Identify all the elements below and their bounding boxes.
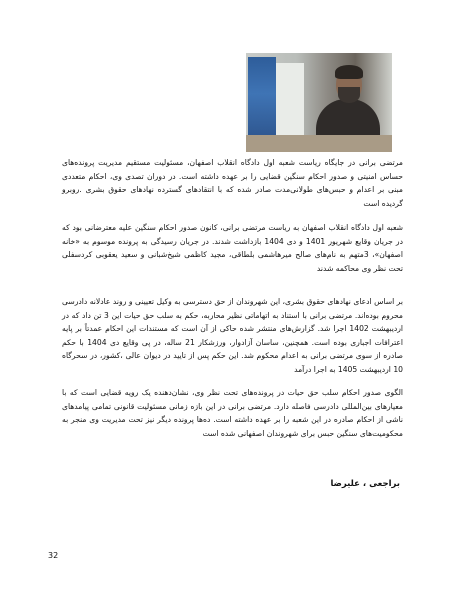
paragraph-4: الگوی صدور احکام سلب حق حیات در پرونده‌های تحت نظر وی، نشان‌دهنده یک رویه قضایی است که با معیارهای بین‌المللی دادرسی فاصله دارد. مرتضی برانی در این بازه زمانی مسئولیت قانونی تمامی پیامدهای ناشی از احکام صادره در این شعبه را بر عهده داشته است. ده‌ها پرونده دیگر نیز تحت مدیریت وی منجر به محکومیت‌های سنگین حبس برای شهروندان اصفهانی شده است [62, 388, 403, 438]
person-beard [338, 87, 360, 103]
page-number: 32 [48, 551, 59, 560]
author-name: براجعی ، علیرضا [330, 479, 400, 489]
desk [246, 135, 392, 152]
paragraph-3: بر اساس ادعای نهادهای حقوق بشری، این شهروندان از حق دسترسی به وکیل تعیینی و روند عادلانه دادرسی محروم بوده‌اند. مرتضی برانی با استناد به اتهاماتی نظیر محاربه، حکم به سلب حق حیات این 3 تن داد که در اردیبهشت 1402 اجرا شد. گزارش‌های منتشر شده حاکی از آن است که مستندات این احکام عمدتاً بر پایه اعترافات اجباری بوده است. همچنین، ساسان آزادوار، ورزشکار 21 ساله، در پی وقایع دی 1404 با حکم صادره از سوی مرتضی برانی به اعدام محکوم شد. این حکم پس از تایید در دیوان عالی ،کشور، در سحرگاه 10 اردیبهشت 1405 به اجرا درآمد [62, 297, 403, 374]
person-hair [335, 65, 363, 79]
banner-panel [276, 63, 304, 143]
paragraph-1: مرتضی برانی در جایگاه ریاست شعبه اول دادگاه انقلاب اصفهان، مسئولیت مستقیم مدیریت پرونده‌های حساس امنیتی و صدور احکام سنگین قضایی را بر عهده داشته است. در دوران تصدی وی، احکام متعددی مبنی بر اعدام و حبس‌های طولانی‌مدت صادر شده که با انتقادهای گسترده نهادهای حقوق بشری .روبرو گردیده است [62, 158, 403, 208]
portrait-photo [246, 53, 392, 152]
paragraph-2: شعبه اول دادگاه انقلاب اصفهان به ریاست مرتضی برانی، کانون صدور احکام سنگین علیه معترضانی بود که در جریان وقایع شهریور 1401 و دی 1404 بازداشت شدند. در جریان رسیدگی به پرونده موسوم به «خانه اصفهان»، 3متهم به نام‌های صالح میرهاشمی بلطاقی، مجید کاظمی شیخ‌شبانی و سعید یعقوبی کردسفلی تحت نظر وی محاکمه شدند [62, 223, 403, 273]
